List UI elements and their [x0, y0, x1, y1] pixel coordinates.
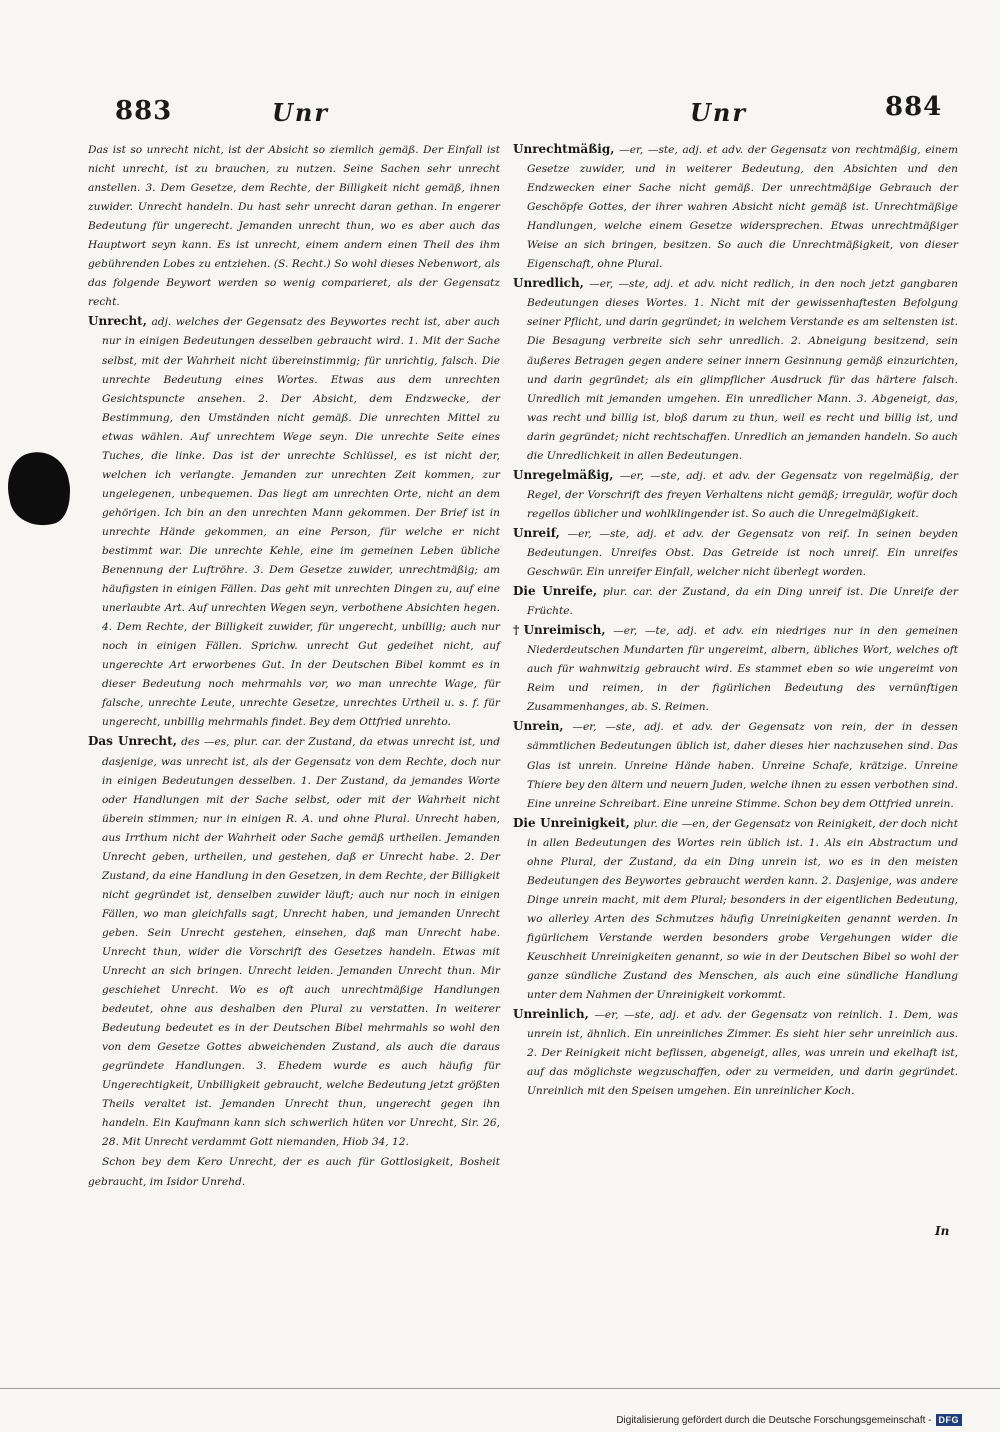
entry-unrechtmaessig	[513, 140, 958, 274]
catchword: In	[935, 1224, 950, 1238]
footer-credit-text: Digitalisierung gefördert durch die Deutsche Forschungsgemeinschaft -	[616, 1414, 932, 1426]
entry-die-unreinigkeit	[513, 814, 958, 1005]
entry-text: —er, —ste, adj. et adv. nicht redlich, in den noch jetzt gangbaren Bedeutungen dieses Wortes. 1. Nicht mit der gewissenhaftesten Befolgung seiner Pflicht, und darin gegründet; in welchem Verstande es am seltensten ist. Die Besagung verbreite sich sehr unredlich. 2. Abneigung besitzend, sein äußeres Betragen gegen andere seiner innern Gesinnung gemäß einzurichten, und darin gegründet; als ein glimpflicher Ausdruck für das härtere falsch. Unredlich mit jemanden umgehen. Ein unredlicher Mann. 3. Abgeneigt, das, was recht und billig ist, bloß darum zu thun, weil es recht und billig ist, und darin gegründet; nicht rechtschaffen. Unredlich an jemanden handeln. So auch die Unredlichkeit in allen Bedeutungen.	[527, 278, 958, 462]
entry-headword: Unrechtmäßig,	[513, 142, 615, 156]
right-running-word: Unr	[690, 98, 748, 127]
entry-text: Das ist so unrecht nicht, ist der Absicht so ziemlich gemäß. Der Einfall ist nicht unrecht, ist zu brauchen, zu nutzen. Seine Sachen sehr unrecht anstellen. 3. Dem Gesetze, dem Rechte, der Billigkeit nicht gemäß, ihnen zuwider. Unrecht handeln. Du hast sehr unrecht daran gethan. In engerer Bedeutung für ungerecht. Jemanden unrecht thun, wo es aber auch das Hauptwort seyn kann. Es ist unrecht, einem andern einen Theil des ihm gebührenden Lobes zu entziehen. (S. Recht.) So wohl dieses Nebenwort, als das folgende Beywort werden so wenig comparieret, als der Gegensatz recht.	[88, 144, 500, 309]
scan-edge-line	[0, 1388, 1000, 1389]
entry-text: plur. car. der Zustand, da ein Ding unreif ist. Die Unreife der Früchte.	[527, 586, 958, 618]
entry-unredlich	[513, 274, 958, 465]
entry-headword: Unredlich,	[513, 276, 584, 291]
entry-note	[88, 1152, 500, 1191]
dfg-logo: DFG	[936, 1414, 963, 1426]
entry-das-unrecht	[88, 732, 500, 1152]
entry-unreinlich	[513, 1005, 958, 1101]
entry-unrecht-adj	[88, 312, 500, 732]
right-column	[513, 140, 958, 1101]
entry-headword: Unrein,	[513, 719, 564, 734]
entry-headword: Unreif,	[513, 525, 560, 540]
left-column	[88, 140, 500, 1192]
left-running-word: Unr	[272, 98, 330, 127]
left-page-number: 883	[115, 96, 173, 126]
entry-headword: Unregelmäßig,	[513, 467, 614, 482]
entry-text: Schon bey dem Kero Unrecht, der es auch für Gottlosigkeit, Bosheit gebraucht, im Isidor Unrehd.	[88, 1156, 500, 1188]
entry-unregelmaessig	[513, 466, 958, 524]
entry-headword: †Unreimisch,	[513, 623, 606, 638]
entry-text: —er, —te, adj. et adv. ein niedriges nur in den gemeinen Niederdeutschen Mundarten für ungereimt, albern, übliches Wort, welches oft auch für wahnwitzig gebraucht wird. Es stammet eben so wie ungereimt von Reim und reimen, in der figürlichen Bedeutung des vernünftigen Zusammenhanges, ab. S. Reimen.	[527, 625, 959, 714]
entry-unreimisch	[513, 621, 958, 717]
entry-text: adj. welches der Gegensatz des Beywortes recht ist, aber auch nur in einigen Bedeutungen desselben gebraucht wird. 1. Mit der Sache selbst, mit der Wahrheit nicht übereinstimmig; für unrichtig, falsch. Die unrechte Bedeutung eines Wortes. Etwas aus dem unrechten Gesichtspuncte ansehen. 2. Der Absicht, dem Endzwecke, der Bestimmung, den Umständen nicht gemäß. Die unrechten Mittel zu etwas wählen. Auf unrechtem Wege seyn. Die unrechte Seite eines Tuches, die linke. Das ist der unrechte Schlüssel, es ist nicht der, welchen ich verlangte. Jemanden zur unrechten Zeit kommen, zur ungelegenen, unbequemen. Das liegt am unrechten Orte, nicht an dem gehörigen. Ich bin an den unrechten Mann gekommen. Der Brief ist in unrechte Hände gekommen, an eine Person, für welche er nicht bestimmt war. Die unrechte Kehle, eine im gemeinen Leben übliche Benennung der Luftröhre. 3. Dem Gesetze zuwider, unrechtmäßig; am häufigsten in einigen Fällen. Das geht mit unrechten Dingen zu, auf eine unerlaubte Art. Auf unrechten Wegen seyn, verbothene Absichten hegen. 4. Dem Rechte, der Billigkeit zuwider, für ungerecht, unbillig; auch nur noch in einigen Fällen. Sprichw. unrecht Gut gedeihet nicht, auf ungerechte Art erworbenes Gut. In der Deutschen Bibel kommt es in dieser Bedeutung noch mehrmahls vor, wo man unrechte Wage, für falsche, unrechte Leute, unrechte Gesetze, unrechtes Urtheil u. s. f. für ungerecht, unbillig mehrmahls findet. Bey dem Ottfried unrehto.	[102, 316, 500, 729]
entry-unreif	[513, 524, 958, 582]
entry-headword: Unrecht,	[88, 314, 147, 329]
entry-text: —er, —ste, adj. et adv. der Gegensatz von reif. In seinen beyden Bedeutungen. Unreifes Obst. Das Getreide ist noch unreif. Ein unreifes Geschwür. Ein unreifer Einfall, welcher nicht überlegt worden.	[527, 527, 959, 579]
entry-text: —er, —ste, adj. et adv. der Gegensatz von regelmäßig, der Regel, der Vorschrift des freyen Verhaltens nicht gemäß; irregulär, wofür doch regellos üblicher und wohlklingender ist. So auch die Unregelmäßigkeit.	[527, 469, 958, 520]
ink-blot-small	[40, 470, 70, 508]
entry-text: des —es, plur. car. der Zustand, da etwas unrecht ist, und dasjenige, was unrecht ist, als der Gegensatz von dem Rechte, doch nur in einigen Bedeutungen desselben. 1. Der Zustand, da jemandes Worte oder Handlungen mit der Sache selbst, oder mit der Wahrheit nicht überein stimmen; nur in einigen R. A. und ohne Plural. Unrecht haben, aus Irrthum nicht der Wahrheit oder Sache gemäß urtheilen. Jemanden Unrecht geben, urtheilen, und gestehen, daß er Unrecht habe. 2. Der Zustand, da eine Handlung in den Gesetzen, in dem Rechte, der Billigkeit nicht gegründet ist, denselben zuwider läuft; auch nur noch in einigen Fällen, wo man gleichfalls sagt, Unrecht haben, und jemanden Unrecht geben. Sein Unrecht gestehen, einsehen, daß man Unrecht habe. Unrecht thun, wider die Vorschrift des Gesetzes handeln. Etwas mit Unrecht an sich bringen. Unrecht leiden. Jemanden Unrecht thun. Mir geschiehet Unrecht. Wo es oft auch unrechtmäßige Handlungen bedeutet, ohne aus deshalben den Plural zu verstatten. In weiterer Bedeutung bedeutet es in der Deutschen Bibel mehrmahls so wohl den von dem Gesetze Gottes abweichenden Zustand, als auch die daraus gegründete Handlungen. 3. Ehedem wurde es auch häufig für Ungerechtigkeit, Unbilligkeit gebraucht, welche Bedeutung jetzt größten Theils veraltet ist. Jemanden Unrecht thun, ungerecht gegen ihn handeln. Ein Kaufmann kann sich schwerlich hüten vor Unrecht, Sir. 26, 28. Mit Unrecht verdammt Gott niemanden, Hiob 34, 12.	[102, 736, 501, 1149]
entry-text: —er, —ste, adj. et adv. der Gegensatz von rein, der in dessen sämmtlichen Bedeutungen üblich ist, daher dieses hier nachzusehen sind. Das Glas ist unrein. Unreine Hände haben. Unreine Schafe, krätzige. Unreine Thiere bey den ältern und neuern Juden, welche ihnen zu essen verbothen sind. Eine unreine Schreibart. Eine unreine Stimme. Schon bey dem Ottfried unrein.	[527, 721, 958, 810]
entry-die-unreife	[513, 582, 958, 621]
entry-headword: Die Unreinigkeit,	[513, 815, 630, 830]
entry-text: —er, —ste, adj. et adv. der Gegensatz von rechtmäßig, einem Gesetze zuwider, und in weiterer Bedeutung, den Absichten und den Endzwecken einer Sache nicht gemäß. Der unrechtmäßige Gebrauch der Geschöpfe Gottes, der ihrer wahren Absicht nicht gemäß ist. Unrechtmäßige Handlungen, welche einem Gesetze widersprechen. Etwas unrechtmäßiger Weise an sich bringen, besitzen. So auch die Unrechtmäßigkeit, von dieser Eigenschaft, ohne Plural.	[527, 144, 958, 271]
entry-headword: Unreinlich,	[513, 1007, 589, 1022]
right-page-number: 884	[885, 92, 943, 122]
entry-headword: Die Unreife,	[513, 584, 598, 599]
entry-text: —er, —ste, adj. et adv. der Gegensatz von reinlich. 1. Dem, was unrein ist, ähnlich. Ein unreinliches Zimmer. Es sieht hier sehr unreinlich aus. 2. Der Reinigkeit nicht beflissen, abgeneigt, alles, was unrein und ekelhaft ist, auf das möglichste wegzuschaffen, oder zu vermeiden, und darin gegründet. Unreinlich mit den Speisen umgehen. Ein unreinlicher Koch.	[527, 1009, 958, 1098]
entry-unrein	[513, 717, 958, 813]
entry-headword: Das Unrecht,	[88, 734, 177, 749]
entry-continuation	[88, 140, 500, 312]
entry-text: plur. die —en, der Gegensatz von Reinigkeit, der doch nicht in allen Bedeutungen des Wortes rein üblich ist. 1. Als ein Abstractum und ohne Plural, der Zustand, da ein Ding unrein ist, wo es in den meisten Bedeutungen des Beywortes gebraucht werden kann. 2. Dasjenige, was andere Dinge unrein macht, mit dem Plural; besonders in der eigentlichen Bedeutung, wo allerley Arten des Schmutzes häufig Unreinigkeiten genannt werden. In figürlichem Verstande werden besonders grobe Vergehungen wider die Keuschheit Unreinigkeiten genannt, so wie in der Deutschen Bibel so wohl der ganze sündliche Zustand des Menschen, als auch eine sündliche Handlung unter dem Nahmen der Unreinigkeit vorkommt.	[527, 817, 959, 1002]
footer-credit	[616, 1414, 962, 1426]
